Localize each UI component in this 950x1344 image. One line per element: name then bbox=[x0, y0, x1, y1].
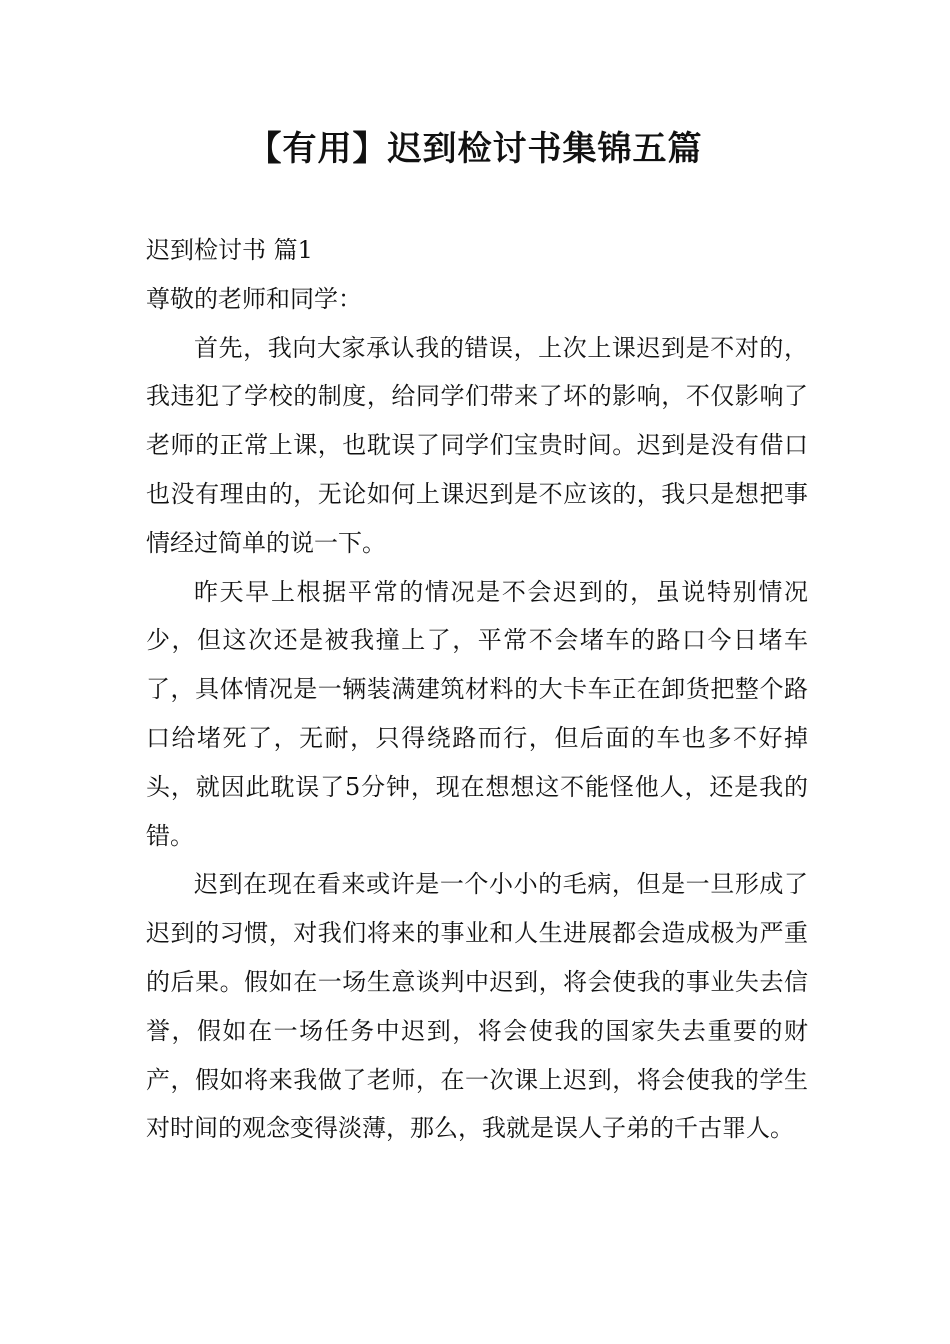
salutation: 尊敬的老师和同学： bbox=[146, 284, 362, 313]
document-title: 【有用】迟到检讨书集锦五篇 bbox=[247, 129, 703, 169]
body-paragraph-1: 首先，我向大家承认我的错误，上次上课迟到是不对的，我违犯了学校的制度，给同学们带来了坏的影响，不仅影响了老师的正常上课，也耽误了同学们宝贵时间。迟到是没有借口也没有理由的，无论如何上课迟到是不应该的，我只是想把事情经过简单的说一下。 bbox=[146, 333, 808, 557]
section-heading: 迟到检讨书 篇1 bbox=[146, 236, 313, 264]
document-body bbox=[146, 226, 808, 1153]
body-paragraph-2: 昨天早上根据平常的情况是不会迟到的，虽说特别情况少，但这次还是被我撞上了，平常不会堵车的路口今日堵车了，具体情况是一辆装满建筑材料的大卡车正在卸货把整个路口给堵死了，无耐，只得绕路而行，但后面的车也多不好掉头，就因此耽误了5分钟，现在想想这不能怪他人，还是我的错。 bbox=[146, 577, 808, 850]
body-paragraph-3: 迟到在现在看来或许是一个小小的毛病，但是一旦形成了迟到的习惯，对我们将来的事业和人生进展都会造成极为严重的后果。假如在一场生意谈判中迟到，将会使我的事业失去信誉，假如在一场任务中迟到，将会使我的国家失去重要的财产，假如将来我做了老师，在一次课上迟到，将会使我的学生对时间的观念变得淡薄，那么，我就是误人子弟的千古罪人。 bbox=[146, 870, 808, 1143]
